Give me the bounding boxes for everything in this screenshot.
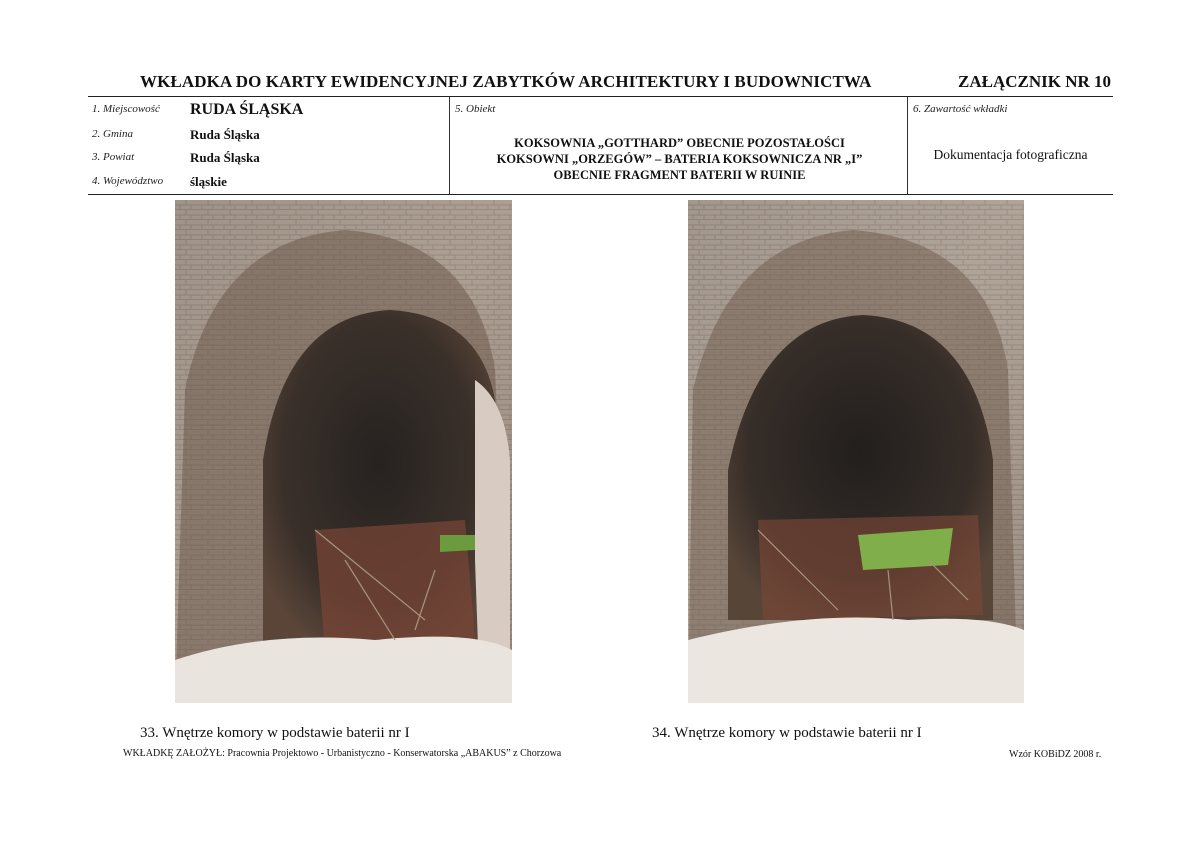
field-value-obiekt [452, 135, 907, 183]
photo-33-image [175, 200, 512, 703]
field-label-powiat: 3. Powiat [92, 151, 135, 163]
photo-34-caption: 34. Wnętrze komory w podstawie baterii nr I [652, 725, 922, 741]
column-divider-1 [449, 97, 450, 194]
column-divider-2 [907, 97, 908, 194]
footer-author: WKŁADKĘ ZAŁOŻYŁ: Pracownia Projektowo - Urbanistyczno - Konserwatorska „ABAKUS” z Chorzowa [123, 748, 562, 759]
field-value-wojewodztwo: śląskie [190, 174, 227, 189]
photo-34 [688, 200, 1024, 703]
field-value-zawartosc: Dokumentacja fotograficzna [933, 147, 1088, 162]
header-rule-top [88, 96, 1113, 97]
photo-34-image [688, 200, 1024, 703]
footer-template: Wzór KOBiDZ 2008 r. [1009, 749, 1102, 760]
photo-33 [175, 200, 512, 703]
field-value-gmina: Ruda Śląska [190, 127, 260, 142]
field-value-powiat: Ruda Śląska [190, 150, 260, 165]
obiekt-line-2: KOKSOWNI „ORZEGÓW” – BATERIA KOKSOWNICZA NR „I” [496, 152, 863, 166]
obiekt-line-3: OBECNIE FRAGMENT BATERII W RUINIE [553, 168, 806, 182]
card-title: WKŁADKA DO KARTY EWIDENCYJNEJ ZABYTKÓW ARCHITEKTURY I BUDOWNICTWA [140, 72, 872, 91]
attachment-number: ZAŁĄCZNIK NR 10 [958, 72, 1112, 91]
field-label-wojewodztwo: 4. Województwo [92, 175, 164, 187]
field-label-miejscowosc: 1. Miejscowość [92, 103, 160, 115]
field-label-obiekt: 5. Obiekt [455, 103, 496, 115]
photo-33-caption: 33. Wnętrze komory w podstawie baterii nr I [140, 725, 410, 741]
field-value-miejscowosc: RUDA ŚLĄSKA [190, 101, 304, 118]
header-rule-bottom [88, 194, 1113, 195]
field-label-zawartosc: 6. Zawartość wkładki [913, 103, 1008, 115]
obiekt-line-1: KOKSOWNIA „GOTTHARD” OBECNIE POZOSTAŁOŚCI [514, 136, 845, 150]
field-label-gmina: 2. Gmina [92, 128, 133, 140]
